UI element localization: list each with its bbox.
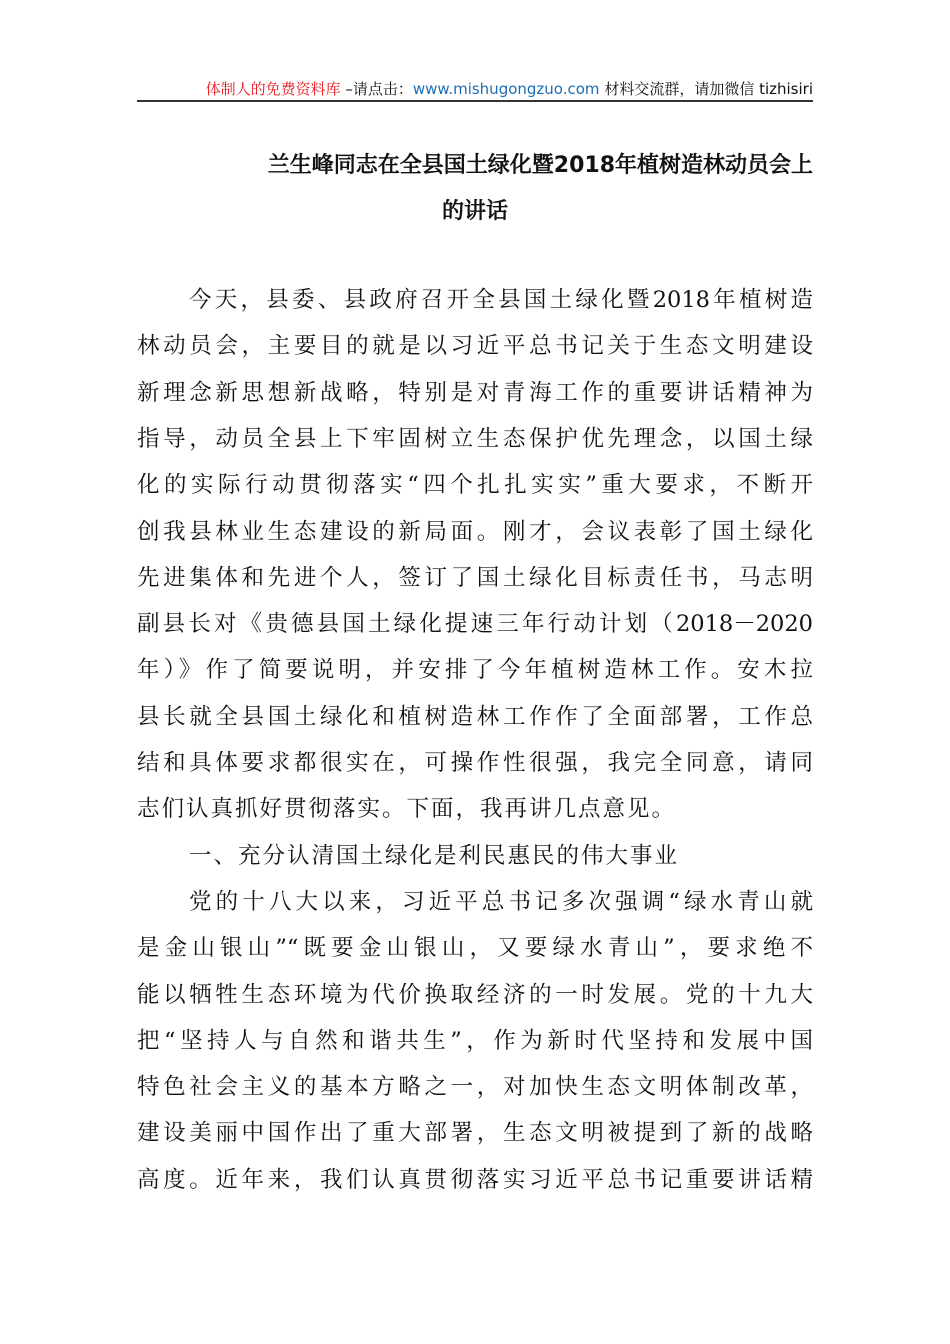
header-note: 材料交流群，请加微信 tizhisiri [604, 80, 813, 98]
header-prompt: –请点击： [345, 80, 413, 98]
header-divider [137, 100, 813, 102]
body-text-line: 结和具体要求都很实在，可操作性很强，我完全同意，请同 [137, 750, 813, 776]
body-text-line: 能以牺牲生态环境为代价换取经济的一时发展。党的十九大 [137, 981, 813, 1008]
page-header [137, 78, 813, 99]
body-text-line: 县长就全县国土绿化和植树造林工作作了全面部署，工作总 [137, 703, 813, 730]
body-text-line: 创我县林业生态建设的新局面。刚才，会议表彰了国土绿化 [137, 518, 813, 545]
body-text-line: 指导，动员全县上下牢固树立生态保护优先理念，以国土绿 [137, 425, 813, 452]
body-text-line: 林动员会，主要目的就是以习近平总书记关于生态文明建设 [137, 333, 813, 360]
body-text-line: 高度。近年来，我们认真贯彻落实习近平总书记重要讲话精 [137, 1166, 813, 1193]
header-brand: 体制人的免费资料库 [205, 80, 341, 98]
body-text-line: 新理念新思想新战略，特别是对青海工作的重要讲话精神为 [137, 379, 813, 406]
section-heading: 一、充分认清国土绿化是利民惠民的伟大事业 [189, 842, 680, 869]
document-title-line2: 的讲话 [441, 199, 508, 224]
document-title-line1: 兰生峰同志在全县国土绿化暨2018年植树造林动员会上 [267, 153, 813, 178]
body-text-line: 先进集体和先进个人，签订了国土绿化目标责任书，马志明 [137, 564, 813, 591]
body-text-line: 年）》作了简要说明，并安排了今年植树造林工作。安木拉 [137, 657, 813, 684]
body-text-line: 志们认真抓好贯彻落实。下面，我再讲几点意见。 [137, 796, 677, 823]
body-text-line: 把“坚持人与自然和谐共生”，作为新时代坚持和发展中国 [137, 1027, 813, 1054]
body-text-line: 副县长对《贵德县国土绿化提速三年行动计划（2018－2020 [137, 611, 813, 638]
body-text-line: 今天，县委、县政府召开全县国土绿化暨2018年植树造 [189, 287, 813, 313]
body-text-line: 特色社会主义的基本方略之一，对加快生态文明体制改革， [137, 1074, 813, 1101]
body-text-line: 是金山银山”“既要金山银山，又要绿水青山”，要求绝不 [137, 935, 813, 962]
body-text-line: 化的实际行动贯彻落实“四个扎扎实实”重大要求，不断开 [137, 472, 813, 499]
body-text-line: 党的十八大以来，习近平总书记多次强调“绿水青山就 [189, 888, 813, 915]
header-link[interactable]: www.mishugongzuo.com [412, 80, 600, 98]
body-text-line: 建设美丽中国作出了重大部署，生态文明被提到了新的战略 [137, 1120, 813, 1147]
